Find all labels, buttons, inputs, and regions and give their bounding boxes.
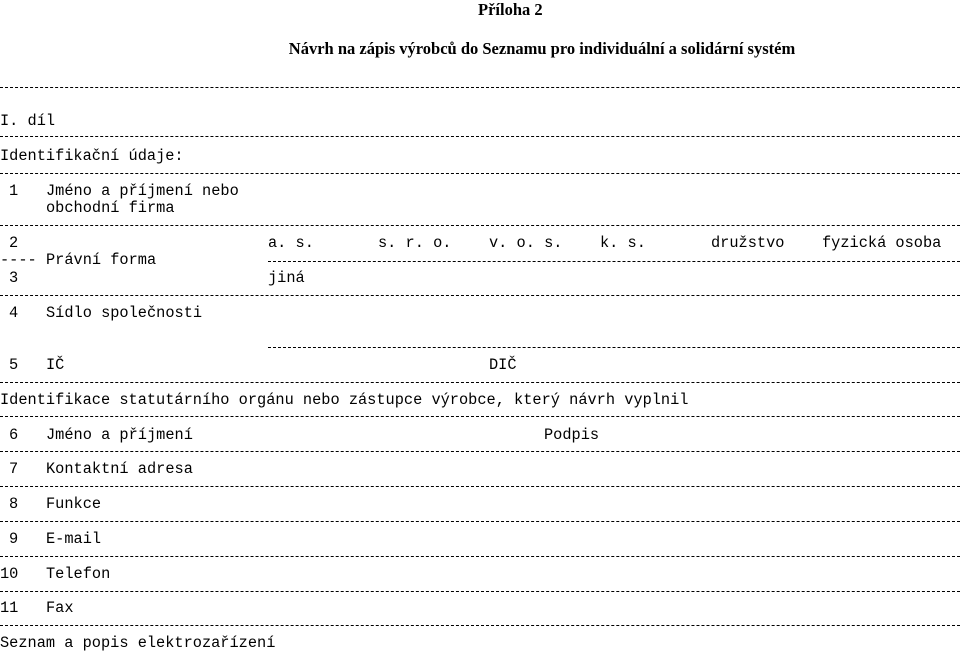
phone-label: Telefon (46, 565, 111, 583)
name-or-company-label-line2: obchodní firma (46, 199, 175, 217)
separator (0, 382, 960, 383)
separator (0, 521, 960, 522)
separator (0, 486, 960, 487)
ic-label: IČ (46, 356, 65, 374)
legal-form-option-fyzicka-osoba[interactable]: fyzická osoba (822, 234, 942, 252)
appendix-label: Příloha 2 (478, 0, 543, 19)
field-number: 8 (9, 495, 19, 513)
legal-form-option-as[interactable]: a. s. (268, 234, 314, 252)
dic-label: DIČ (489, 356, 517, 374)
separator (268, 347, 960, 348)
field-number: 1 (9, 182, 19, 200)
page-title: Návrh na zápis výrobců do Seznamu pro individuální a solidární systém (288, 39, 796, 58)
field-number: 10 (0, 565, 19, 583)
field-number: 4 (9, 304, 19, 322)
full-name-label: Jméno a příjmení (46, 426, 193, 444)
statutory-heading: Identifikace statutárního orgánu nebo zástupce výrobce, který návrh vyplnil (0, 391, 689, 409)
field-number: 3 (9, 269, 19, 287)
legal-form-prefix: ---- (0, 251, 37, 269)
separator (0, 136, 960, 137)
legal-form-option-other[interactable]: jiná (268, 269, 305, 287)
fax-label: Fax (46, 599, 74, 617)
separator (0, 451, 960, 452)
separator (0, 295, 960, 296)
separator (0, 87, 960, 88)
name-or-company-label: Jméno a příjmení nebo (46, 182, 239, 200)
legal-form-option-druzstvo[interactable]: družstvo (711, 234, 785, 252)
field-number: 6 (9, 426, 19, 444)
field-number: 9 (9, 530, 19, 548)
part-label: I. díl (0, 112, 56, 130)
separator (0, 173, 960, 174)
separator (268, 261, 960, 262)
separator (0, 225, 960, 226)
registered-office-label: Sídlo společnosti (46, 304, 203, 322)
signature-label: Podpis (544, 426, 600, 444)
equipment-list-heading: Seznam a popis elektrozařízení (0, 634, 276, 652)
identification-heading: Identifikační údaje: (0, 147, 184, 165)
email-label: E-mail (46, 530, 102, 548)
field-number: 2 (9, 234, 19, 252)
legal-form-label: Právní forma (46, 251, 157, 269)
legal-form-option-vos[interactable]: v. o. s. (489, 234, 563, 252)
separator (0, 556, 960, 557)
legal-form-option-sro[interactable]: s. r. o. (378, 234, 452, 252)
contact-address-label: Kontaktní adresa (46, 460, 193, 478)
legal-form-option-ks[interactable]: k. s. (600, 234, 646, 252)
field-number: 5 (9, 356, 19, 374)
separator (0, 625, 960, 626)
separator (0, 591, 960, 592)
field-number: 11 (0, 599, 19, 617)
separator (0, 416, 960, 417)
field-number: 7 (9, 460, 19, 478)
function-label: Funkce (46, 495, 102, 513)
